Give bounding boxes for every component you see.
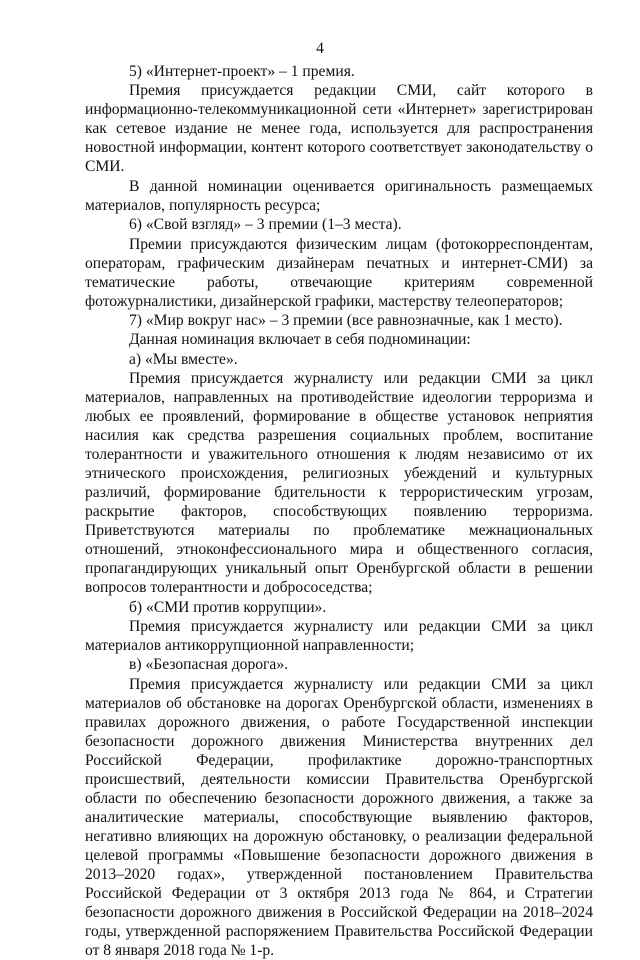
- paragraph: Премия присуждается журналисту или редакции СМИ за цикл материалов, направленных на противодействие идеологии терроризма и любых ее проявлений, формирование в обществе установок неприятия насилия как средства разрешения социальных проблем, воспитание толерантности и уважительного отношения к людям независимо от их этнического происхождения, религиозных убеждений и культурных различий, формирование бдительности к террористическим угрозам, раскрытие факторов, способствующих появлению терроризма. Приветствуются материалы по проблематике межнациональных отношений, этноконфессионального мира и общественного согласия, пропагандирующих уникальный опыт Оренбургской области в решении вопросов толерантности и добрососедства;: [85, 370, 593, 597]
- paragraph: В данной номинации оценивается оригинальность размещаемых материалов, популярность ресурса;: [85, 177, 593, 214]
- paragraph-nomination-6: 6) «Свой взгляд» – 3 премии (1–3 места).: [129, 216, 402, 234]
- paragraph: Премия присуждается журналисту или редакции СМИ за цикл материалов антикоррупционной направленности;: [85, 617, 593, 654]
- paragraph-nomination-5: 5) «Интернет-проект» – 1 премия.: [129, 63, 355, 80]
- paragraph: Премия присуждается редакции СМИ, сайт которого в информационно-телекоммуникационной сети «Интернет» зарегистрирован как сетевое издание не менее года, используется для распространения новостной информации, контент которого соответствует законодательству о СМИ.: [85, 82, 593, 176]
- paragraph-nomination-7: 7) «Мир вокруг нас» – 3 премии (все равнозначные, как 1 место).: [129, 311, 563, 329]
- paragraph: Данная номинация включает в себя подноминации:: [129, 331, 471, 349]
- paragraph: Премии присуждаются физическим лицам (фотокорреспондентам, операторам, графическим дизайнерам печатных и интернет-СМИ) за тематические работы, отвечающие критериям современной фотожурналистики, дизайнерской графики, мастерству телеоператоров;: [85, 235, 593, 310]
- page-number: 4: [316, 40, 324, 57]
- paragraph: Премия присуждается журналисту или редакции СМИ за цикл материалов об обстановке на дорогах Оренбургской области, изменениях в правилах дорожного движения, о работе Государственной инспекции безопасности дорожного движения Министерства внутренних дел Российской Федерации, профилактике дорожно-транспортных происшествий, деятельности комиссии Правительства Оренбургской области по обеспечению безопасности дорожного движения, а также за аналитические материалы, способствующие выявлению факторов, негативно влияющих на дорожную обстановку, о реализации федеральной целевой программы «Повышение безопасности дорожного движения в 2013–2020 годах», утвержденной постановлением Правительства Российской Федерации от 3 октября 2013 года № 864, и Стратегии безопасности дорожного движения в Российской Федерации на 2018–2024 годы, утвержденной распоряжением Правительства Российской Федерации от 8 января 2018 года № 1-р.: [85, 675, 593, 959]
- paragraph-subnomination-b: б) «СМИ против коррупции».: [129, 598, 327, 616]
- paragraph-subnomination-v: в) «Безопасная дорога».: [129, 656, 289, 674]
- document-body: [85, 62, 593, 960]
- paragraph-subnomination-a: а) «Мы вместе».: [129, 350, 238, 368]
